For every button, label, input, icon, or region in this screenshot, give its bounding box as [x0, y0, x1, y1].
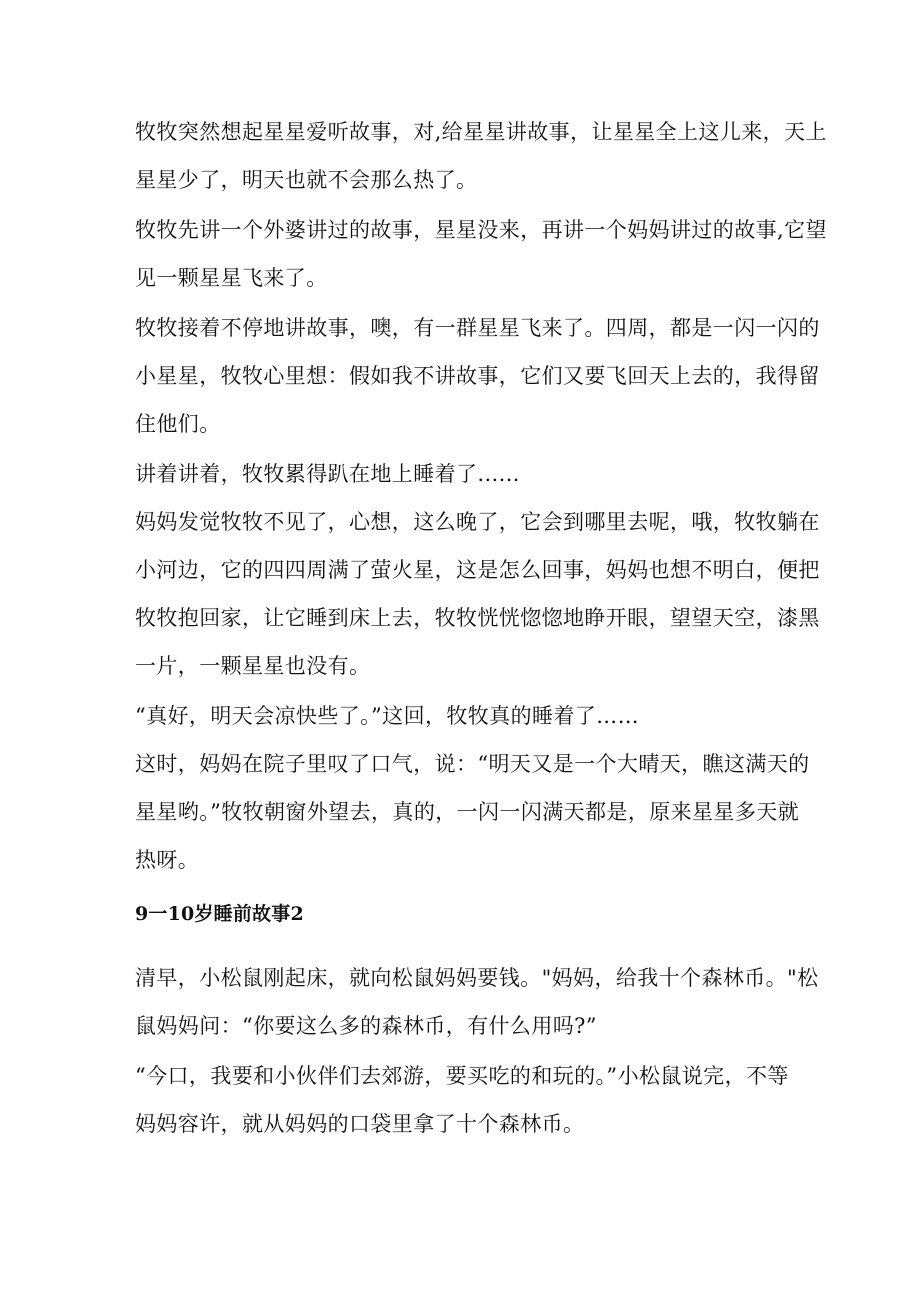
text-line: 小河边，它的四四周满了萤火星，这是怎么回事，妈妈也想不明白，便把 [135, 558, 820, 582]
text-line: 牧牧接着不停地讲故事，噢，有一群星星飞来了。四周，都是一闪一闪的 [135, 316, 820, 340]
text-line: 牧牧突然想起星星爱听故事，对,给星星讲故事，让星星全上这儿来，天上 [135, 120, 827, 144]
paragraph-9 [135, 1052, 795, 1148]
paragraph-8 [135, 954, 819, 1050]
text-line: 这时，妈妈在院子里叹了口气，说：“明天又是一个大晴天，瞧这满天的 [135, 752, 810, 776]
text-line: 牧牧先讲一个外婆讲过的故事，星星没来，再讲一个妈妈讲过的故事,它望 [135, 218, 827, 242]
text-line: “今口，我要和小伙伴们去郊游，要买吃的和玩的。”小松鼠说完，不等 [135, 1064, 789, 1088]
text-line: 小星星，牧牧心里想：假如我不讲故事，它们又要飞回天上去的，我得留 [135, 364, 820, 388]
text-line: 鼠妈妈问：“你要这么多的森林币，有什么用吗?” [135, 1014, 597, 1038]
text-line: 牧牧抱回家，让它睡到床上去，牧牧恍恍惚惚地睁开眼，望望天空，漆黑 [135, 606, 820, 630]
paragraph-1 [135, 108, 827, 204]
text-line: 见一颗星星飞来了。 [135, 266, 328, 290]
text-line: 热呀。 [135, 848, 200, 872]
text-line: 讲着讲着，牧牧累得趴在地上睡着了...... [135, 462, 520, 486]
text-line: 妈妈发觉牧牧不见了，心想，这么晚了，它会到哪里去呢，哦，牧牧躺在 [135, 510, 820, 534]
text-line: 星星哟。”牧牧朝窗外望去，真的，一闪一闪满天都是，原来星星多天就 [135, 800, 800, 824]
paragraph-5 [135, 498, 820, 690]
text-line: 清早，小松鼠刚起床，就向松鼠妈妈要钱。"妈妈，给我十个森林币。"松 [135, 966, 819, 990]
paragraph-2 [135, 206, 827, 302]
paragraph-4 [135, 450, 795, 498]
paragraph-6 [135, 692, 795, 740]
paragraph-3 [135, 304, 820, 448]
text-line: 一片，一颗星星也没有。 [135, 654, 371, 678]
text-line: “真好，明天会凉快些了。”这回，牧牧真的睡着了…… [135, 704, 639, 728]
text-line: 星星少了，明天也就不会那么热了。 [135, 168, 478, 192]
section-heading: 9一10岁睡前故事2 [135, 903, 304, 925]
text-line: 住他们。 [135, 412, 221, 436]
text-line: 妈妈容许，就从妈妈的口袋里拿了十个森林币。 [135, 1112, 585, 1136]
paragraph-7 [135, 740, 810, 884]
